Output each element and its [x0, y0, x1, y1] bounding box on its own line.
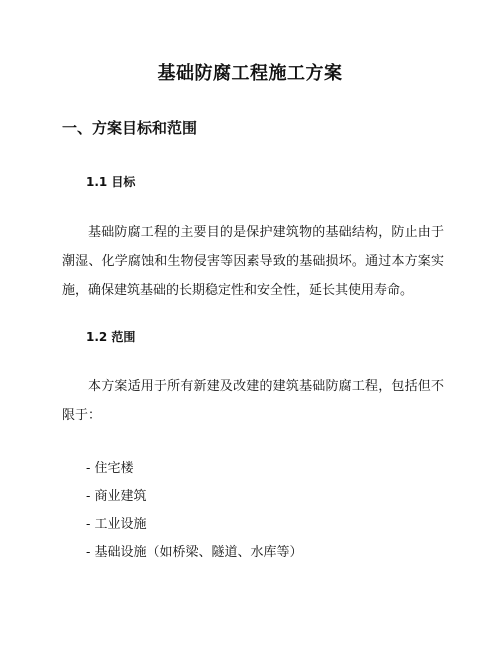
subsection-heading-1-2: 1.2 范围 [86, 330, 136, 344]
scope-list [86, 455, 303, 567]
list-item: - 基础设施（如桥梁、隧道、水库等） [86, 545, 303, 560]
list-item: - 住宅楼 [86, 461, 134, 476]
paragraph-scope: 本方案适用于所有新建及改建的建筑基础防腐工程，包括但不限于： [62, 379, 444, 423]
list-item: - 商业建筑 [86, 489, 147, 504]
subsection-heading-1-1: 1.1 目标 [86, 175, 136, 189]
section-heading-1: 一、方案目标和范围 [62, 119, 198, 137]
document-title: 基础防腐工程施工方案 [157, 63, 343, 84]
paragraph-goal: 基础防腐工程的主要目的是保护建筑物的基础结构，防止由于潮湿、化学腐蚀和生物侵害等因素导致的基础损坏。通过本方案实施，确保建筑基础的长期稳定性和安全性，延长其使用寿命。 [62, 225, 444, 298]
list-item: - 工业设施 [86, 517, 147, 532]
